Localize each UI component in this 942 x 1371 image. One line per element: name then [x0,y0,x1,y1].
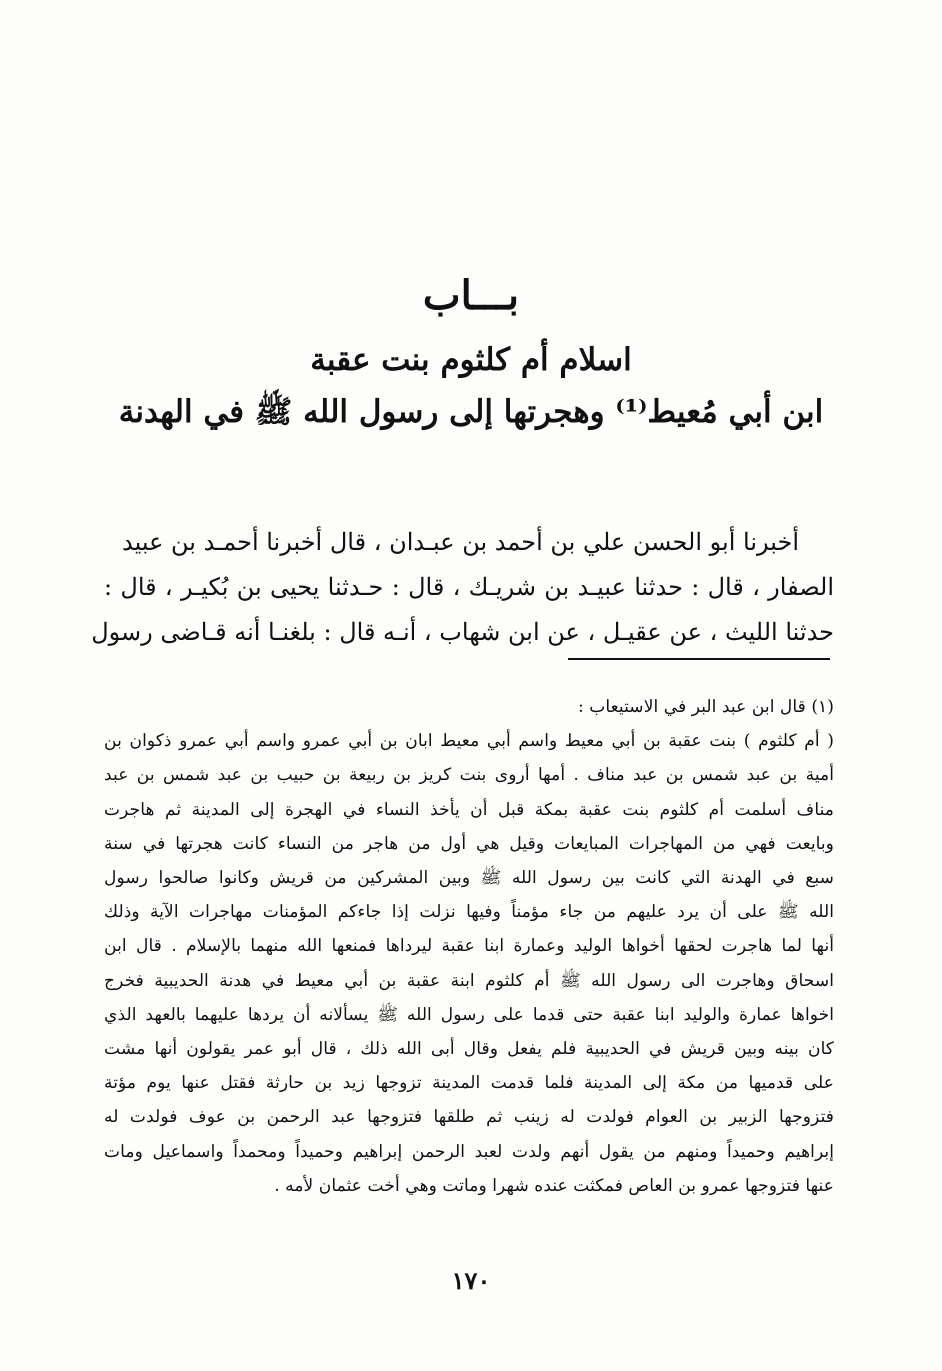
footnote-line: سبع في الهدنة التي كانت بين رسول الله ﷺ وبين المشركين من قريش وكانوا صالحوا رسول [104,868,834,889]
footnote-line: وبايعت فهي من المهاجرات المبايعات وقيل هي أول من هاجر من النساء كانت هجرتها في سنة [104,833,834,854]
footnote-line: اخواها عمارة والوليد ابنا عقبة حتى قدما على رسول الله ﷺ يسألانه أن يردها عليهما بالعهد الذي [104,1004,834,1025]
footnote-line: ( أم كلثوم ) بنت عقبة بن أبي معيط واسم أبي معيط ابان بن أبي عمرو واسم أبي عمرو ذكوان بن [104,731,834,752]
footnote-line: إبراهيم وحميداً ومنهم من يقول أنهم ولدت لعبد الرحمن إبراهيم وحميداً ومحمداً واسماعيل ومات [104,1141,834,1162]
footnote-line: أمية بن عبد شمس بن عبد مناف . أمها أروى بنت كريز بن ربيعة بن حبيب بن عبد شمس بن عبد [104,765,834,786]
footnote-line: عنها فتزوجها عمرو بن العاص فمكثت عنده شهرا وماتت وهي أخت عثمان لأمه . [274,1175,834,1196]
footnote-line: اسحاق وهاجرت الى رسول الله ﷺ أم كلثوم ابنة عقبة بن أبي معيط في هدنة الحديبية فخرج [104,970,834,991]
page-number: ١٧٠ [451,1266,491,1295]
footnote [104,690,834,1203]
footnote-line: أنها لما هاجرت لحقها أخواها الوليد وعمارة ابنا عقبة ليرداها فمنعها الله منهما بالإسلام . قال ابن [104,936,834,957]
chapter-heading: بـــاب [422,272,520,319]
footnote-line: على قدميها من مكة إلى المدينة فلما قدمت المدينة تزوجها زيد بن حارثة فقتل عنها يوم مؤتة [104,1073,834,1094]
main-text-line: أخبرنا أبو الحسن علي بن أحمد بن عبـدان ، قال أخبرنا أحمـد بن عبيد [122,528,799,556]
chapter-title [100,334,842,438]
footnote-line: فتزوجها الزبير بن العوام فولدت له زينب ثم طلقها فتزوجها عبد الرحمن بن عوف فولدت له [104,1107,834,1128]
main-text [91,520,834,655]
footnote-line: كان بينه وبين قريش في الحديبية فلم يفعل وقال أبى الله ذلك ، قال أبو عمر يقولون أنها مشت [104,1039,834,1060]
title-line: اسلام أم كلثوم بنت عقبة [310,342,632,378]
title-line: ابن أبي مُعيط⁽¹⁾ وهجرتها إلى رسول الله ﷺ في الهدنة [118,394,824,430]
footnote-line: (١) قال ابن عبد البر في الاستيعاب : [577,697,834,717]
footnote-separator [568,658,830,660]
main-text-line: الصفار ، قال : حدثنا عبيـد بن شريـك ، قال : حـدثنا يحيى بن بُكيـر ، قال : [104,573,834,601]
footnote-line: مناف أسلمت أم كلثوم بنت عقبة بمكة قبل أن يأخذ النساء في الهجرة إلى المدينة ثم هاجرت [104,799,834,820]
main-text-line: حدثنا الليث ، عن عقيـل ، عن ابن شهاب ، أنـه قال : بلغنـا أنه قـاضى رسول [91,618,834,646]
footnote-line: الله ﷺ على أن يرد عليهم من جاء مؤمناً وفيها نزلت إذا جاءكم المؤمنات مهاجرات الآية وذلك [104,902,834,923]
